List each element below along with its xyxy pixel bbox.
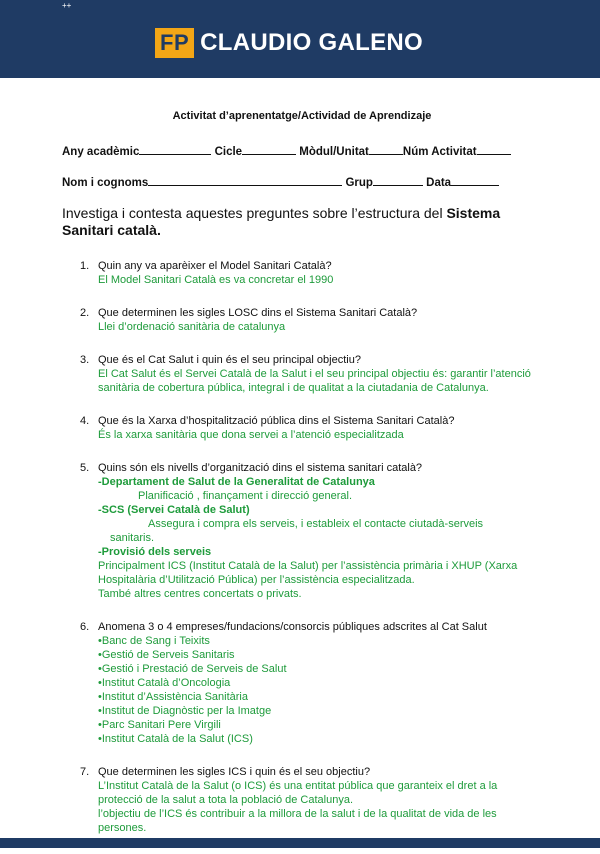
answer-text: L’Institut Català de la Salut (o ICS) és una entitat pública que garanteix el dret a la protecció de la salut a tota la població de Catalunya. [98, 780, 498, 806]
grup-label: Grup [345, 177, 373, 189]
entity-item: •Banc de Sang i Teixits [98, 635, 210, 647]
entity-item: •Institut d’Assistència Sanitària [98, 691, 248, 703]
question-text: Anomena 3 o 4 empreses/fundacions/consorcis públiques adscrites al Cat Salut [98, 621, 487, 633]
question-text: Quins són els nivells d’organització dins el sistema sanitari català? [98, 462, 423, 474]
document-body [62, 110, 542, 854]
level-description: Assegura i compra els serveis, i estableix el contacte ciutadà-serveis [148, 518, 484, 530]
question-item [62, 765, 542, 835]
level-description-cont: sanitaris. [110, 532, 155, 544]
any-academic-field[interactable] [139, 144, 211, 155]
question-item [62, 306, 542, 334]
question-text: Que és el Cat Salut i quin és el seu principal objectiu? [98, 354, 361, 366]
intro-bold: Sistema Sanitari català. [62, 205, 501, 238]
question-text: Que determinen les sigles ICS i quin és el seu objectiu? [98, 766, 371, 778]
entity-item: •Gestió de Serveis Sanitaris [98, 649, 235, 661]
question-item [62, 353, 542, 395]
logo-abbr: FP [155, 28, 194, 58]
question-number: 3. [80, 354, 90, 366]
level-heading: -Departament de Salut de la Generalitat de Catalunya [98, 476, 375, 488]
question-number: 2. [80, 307, 90, 319]
answer-text: l’objectiu de l’ICS és contribuir a la millora de la salut i de la qualitat de vida de les persones. [98, 808, 497, 834]
cicle-field[interactable] [242, 144, 296, 155]
num-activitat-label: Núm Activitat [402, 146, 477, 158]
question-item [62, 461, 542, 601]
question-number: 6. [80, 621, 90, 633]
level-heading: -SCS (Servei Català de Salut) [98, 504, 250, 516]
question-number: 4. [80, 415, 90, 427]
form-line-1 [62, 144, 542, 158]
page-footer [0, 838, 600, 848]
question-item [62, 414, 542, 442]
level-description: També altres centres concertats o privats. [98, 588, 302, 600]
num-activitat-field[interactable] [477, 144, 511, 155]
level-description: Planificació , finançament i direcció general. [138, 490, 353, 502]
level-heading: -Provisió dels serveis [98, 546, 212, 558]
modul-label: Mòdul/Unitat [299, 146, 369, 158]
nom-label: Nom i cognoms [62, 177, 149, 189]
question-item [62, 620, 542, 746]
intro-paragraph [62, 205, 542, 239]
grup-field[interactable] [373, 175, 423, 186]
activity-title: Activitat d’aprenentatge/Actividad de Aprendizaje [172, 110, 432, 122]
page-header [0, 0, 600, 78]
answer-text: El Model Sanitari Català es va concretar el 1990 [98, 274, 334, 286]
question-text: Que determinen les sigles LOSC dins el Sistema Sanitari Català? [98, 307, 418, 319]
level-description: Principalment ICS (Institut Català de la Salut) per l’assistència primària i XHUP (Xarxa Hospitalària d’Utilització Pública) per l’assistència especialitzada. [98, 560, 518, 586]
modul-field[interactable] [369, 144, 403, 155]
intro-text: Investiga i contesta aquestes preguntes sobre l’estructura del [62, 205, 443, 221]
answer-text: És la xarxa sanitària que dona servei a l’atenció especialitzada [98, 429, 404, 441]
answer-text: Llei d’ordenació sanitària de catalunya [98, 321, 286, 333]
data-field[interactable] [451, 175, 499, 186]
form-line-2 [62, 175, 542, 189]
nom-field[interactable] [148, 175, 342, 186]
entity-item: •Gestió i Prestació de Serveis de Salut [98, 663, 287, 675]
entity-item: •Parc Sanitari Pere Virgili [98, 719, 221, 731]
cicle-label: Cicle [214, 146, 243, 158]
entity-item: •Institut Català d’Oncologia [98, 677, 231, 689]
entity-item: •Institut de Diagnòstic per la Imatge [98, 705, 272, 717]
logo [155, 28, 423, 58]
any-academic-label: Any acadèmic [62, 146, 140, 158]
question-number: 5. [80, 462, 90, 474]
data-label: Data [426, 177, 452, 189]
entity-item: •Institut Català de la Salut (ICS) [98, 733, 253, 745]
question-number: 7. [80, 766, 90, 778]
question-list [62, 259, 542, 835]
question-text: Que és la Xarxa d’hospitalització pública dins el Sistema Sanitari Català? [98, 415, 455, 427]
corner-mark: ++ [62, 1, 72, 10]
question-item [62, 259, 542, 287]
question-text: Quin any va aparèixer el Model Sanitari Català? [98, 260, 332, 272]
answer-text: El Cat Salut és el Servei Català de la Salut i el seu principal objectiu és: garantir l’atenció sanitària de cobertura pública, integral i de qualitat a la ciutadania de Catalunya. [98, 368, 531, 394]
logo-name: CLAUDIO GALENO [200, 29, 423, 56]
question-number: 1. [80, 260, 90, 272]
